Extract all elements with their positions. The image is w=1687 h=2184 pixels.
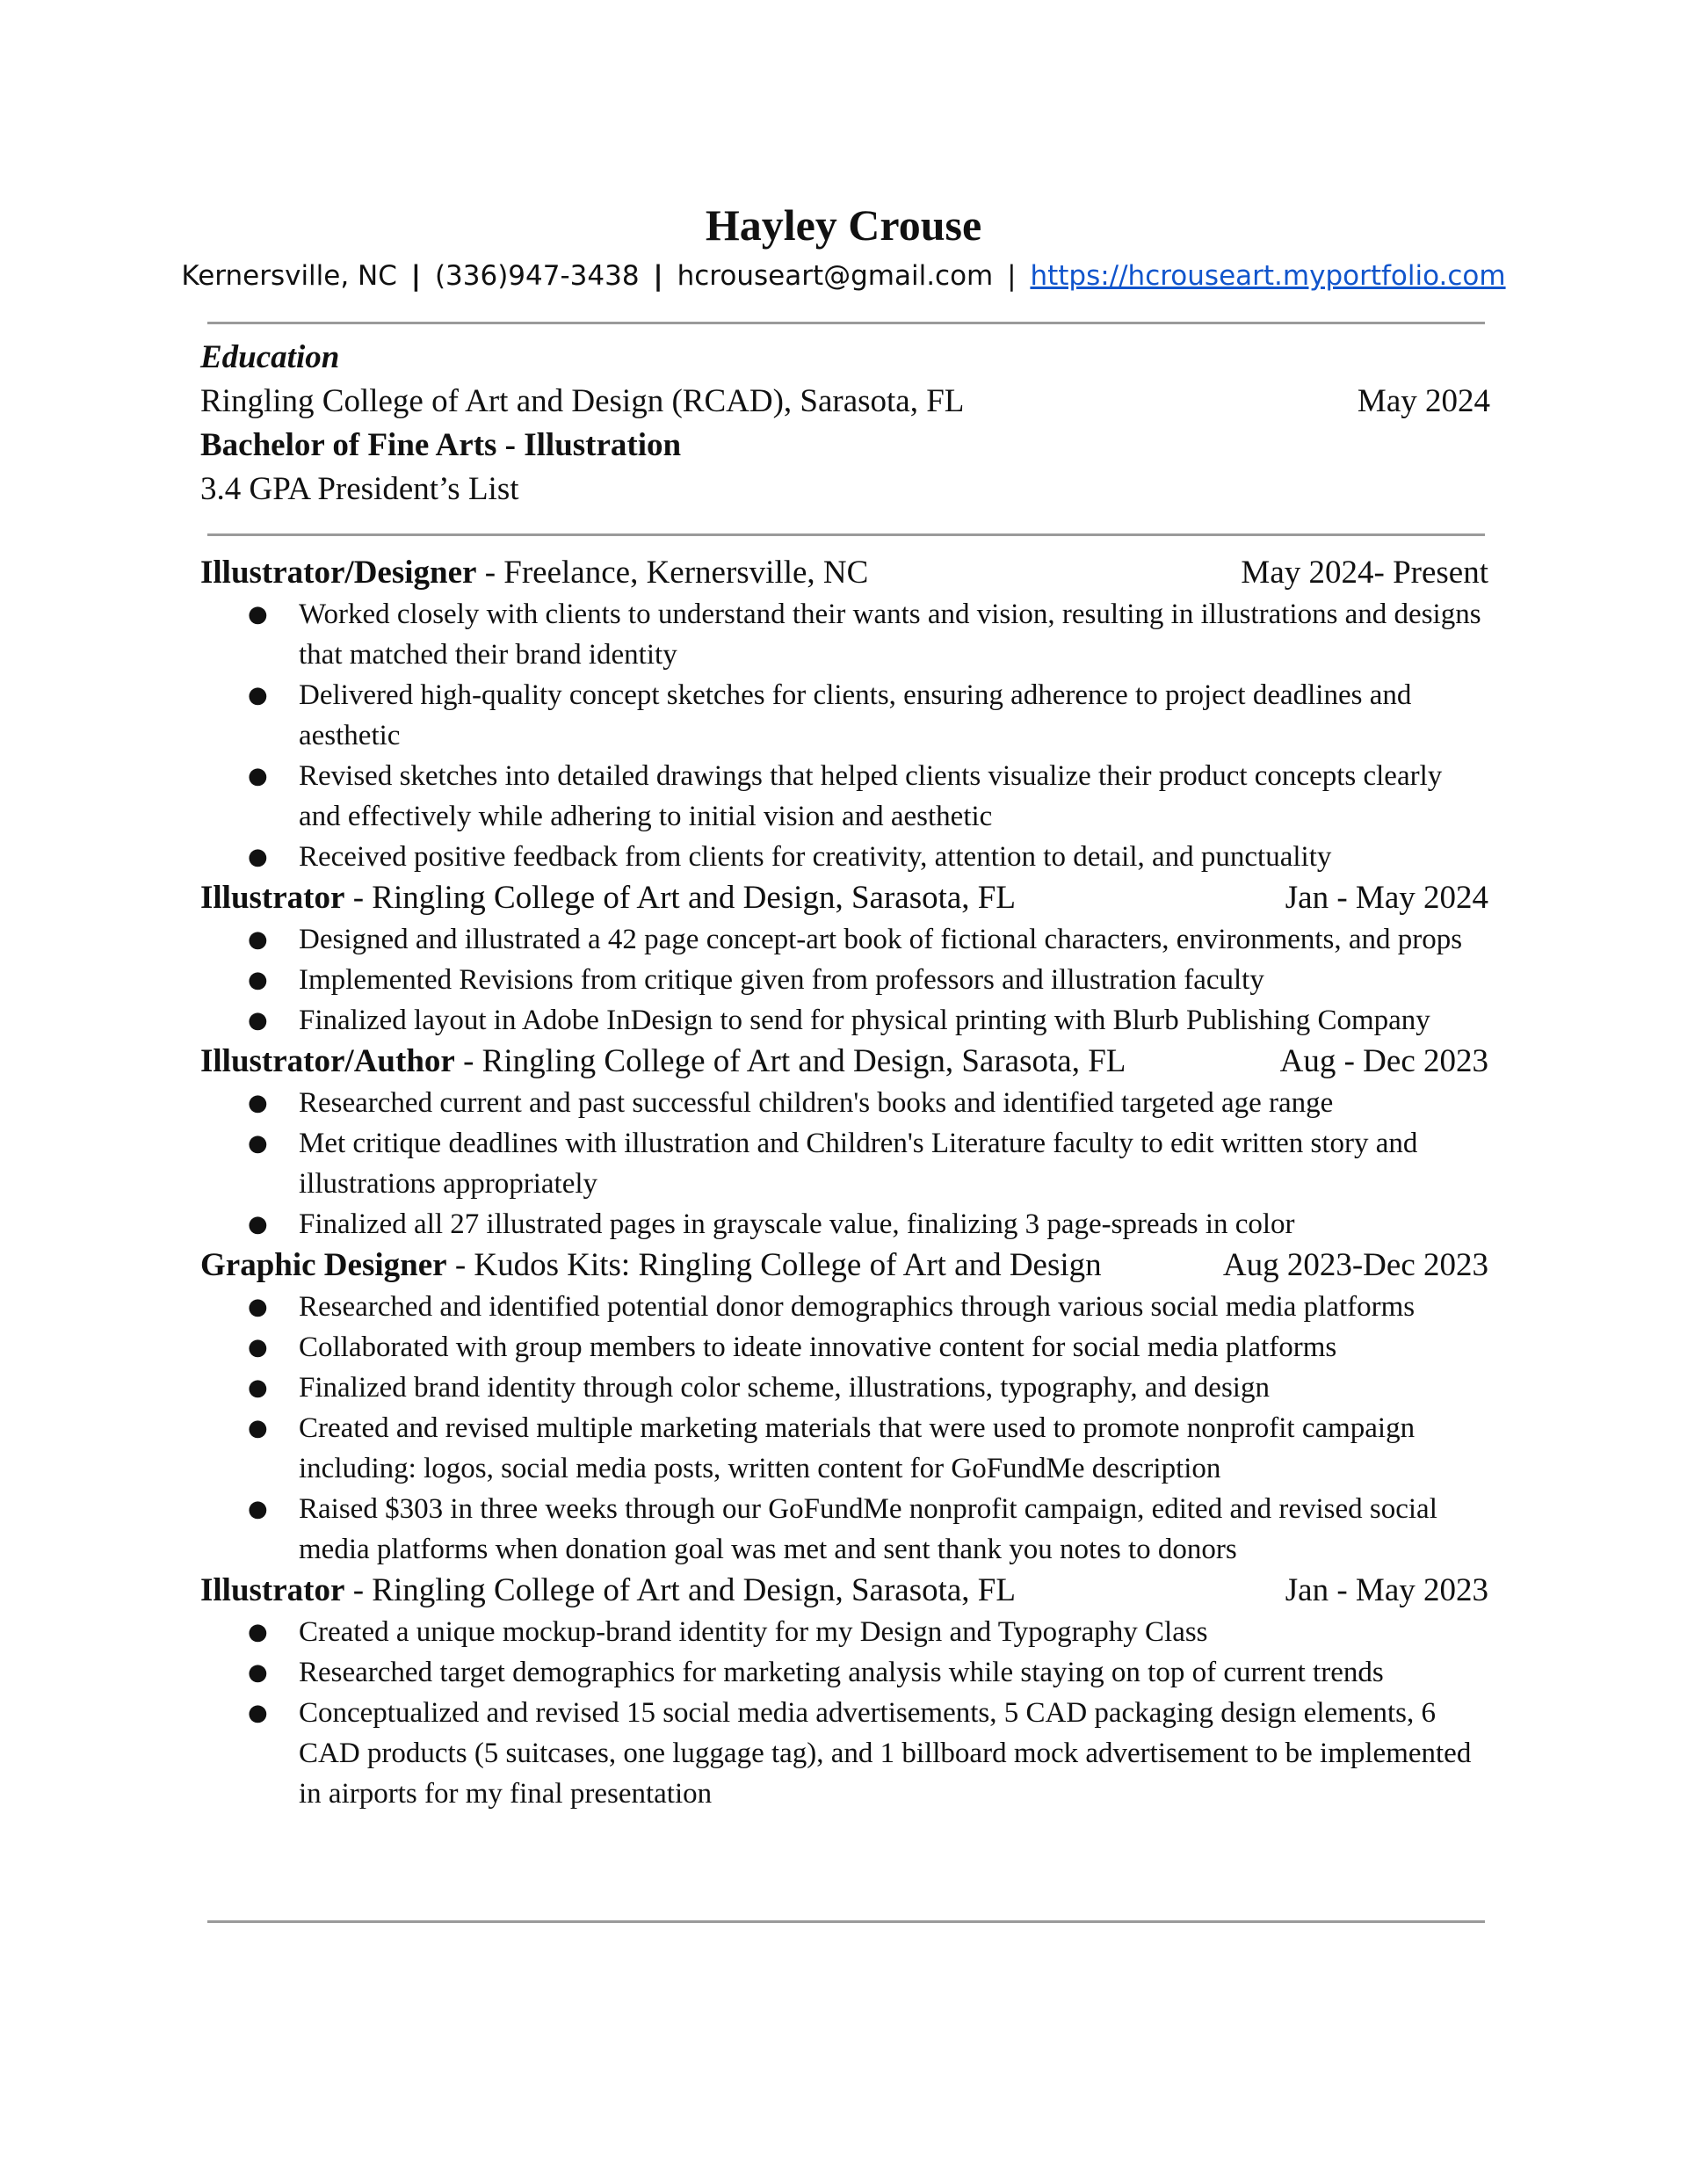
graduation-date: May 2024 <box>1357 383 1490 419</box>
school-row <box>200 380 1490 424</box>
bullet-text: Met critique deadlines with illustration and Children's Literature faculty to edit written story and illustrations appropriately <box>299 1128 1418 1200</box>
bullet-icon: ● <box>248 1211 268 1237</box>
list-item <box>200 1368 1490 1408</box>
list-item <box>200 960 1490 1000</box>
list-item <box>200 1083 1490 1123</box>
bullet-text: Finalized brand identity through color scheme, illustrations, typography, and design <box>299 1372 1270 1404</box>
list-item <box>200 1612 1490 1652</box>
job-header <box>200 1041 1490 1083</box>
job-bullets <box>200 1083 1490 1244</box>
bullet-icon: ● <box>248 1659 268 1686</box>
separator: | <box>1007 260 1017 292</box>
job-organization: - Ringling College of Art and Design, Sarasota, FL <box>454 1043 1126 1079</box>
bullet-text: Finalized all 27 illustrated pages in grayscale value, finalizing 3 page-spreads in color <box>299 1208 1295 1240</box>
list-item <box>200 1408 1490 1489</box>
list-item <box>200 1000 1490 1041</box>
job-title-line <box>200 1041 1126 1083</box>
bullet-icon: ● <box>248 601 268 628</box>
bullet-icon: ● <box>248 1294 268 1320</box>
job-date: May 2024- Present <box>1241 555 1488 591</box>
bullet-text: Finalized layout in Adobe InDesign to send for physical printing with Blurb Publishing Company <box>299 1005 1430 1036</box>
bullet-text: Revised sketches into detailed drawings that helped clients visualize their product concepts clearly and effectively while adhering to initial vision and aesthetic <box>299 760 1443 832</box>
bullet-text: Received positive feedback from clients for creativity, attention to detail, and punctuality <box>299 841 1332 873</box>
bullet-text: Researched and identified potential donor demographics through various social media platforms <box>299 1291 1415 1323</box>
bullet-text: Researched target demographics for marketing analysis while staying on top of current trends <box>299 1657 1384 1688</box>
job-entry <box>200 877 1490 1041</box>
list-item <box>200 1327 1490 1368</box>
bullet-text: Implemented Revisions from critique given from professors and illustration faculty <box>299 964 1264 996</box>
experience-section <box>200 552 1490 1814</box>
bullet-icon: ● <box>248 926 268 953</box>
bullet-icon: ● <box>248 1130 268 1157</box>
job-entry <box>200 552 1490 877</box>
job-title: Illustrator/Designer <box>200 555 477 591</box>
list-item <box>200 1287 1490 1327</box>
job-organization: - Kudos Kits: Ringling College of Art and Design <box>446 1247 1102 1283</box>
job-date: Jan - May 2024 <box>1285 880 1488 916</box>
list-item <box>200 594 1490 675</box>
job-title-line <box>200 1570 1016 1612</box>
portfolio-link[interactable]: https://hcrouseart.myportfolio.com <box>1030 260 1506 292</box>
job-title: Illustrator <box>200 1572 345 1608</box>
job-date: Aug - Dec 2023 <box>1279 1043 1488 1079</box>
job-date: Aug 2023-Dec 2023 <box>1222 1247 1488 1283</box>
job-title: Illustrator/Author <box>200 1043 455 1079</box>
list-item <box>200 756 1490 837</box>
bullet-text: Raised $303 in three weeks through our GoFundMe nonprofit campaign, edited and revised social media platforms when donation goal was met and sent thank you notes to donors <box>299 1493 1437 1565</box>
list-item <box>200 1204 1490 1244</box>
bullet-icon: ● <box>248 1334 268 1360</box>
job-title: Graphic Designer <box>200 1247 447 1283</box>
job-title-line <box>200 552 868 594</box>
school-name: Ringling College of Art and Design (RCAD), Sarasota, FL <box>200 383 965 419</box>
bullet-icon: ● <box>248 1619 268 1645</box>
job-title-line <box>200 1244 1102 1287</box>
bullet-icon: ● <box>248 1090 268 1116</box>
job-header <box>200 1570 1490 1612</box>
job-title-line <box>200 877 1016 919</box>
bullet-text: Conceptualized and revised 15 social media advertisements, 5 CAD packaging design elements, 6 CAD products (5 suitcases, one luggage tag), and 1 billboard mock advertisement to be implemented in airports for my final presentation <box>299 1697 1472 1810</box>
bullet-icon: ● <box>248 967 268 993</box>
job-header <box>200 552 1490 594</box>
candidate-name: Hayley Crouse <box>705 200 982 250</box>
divider <box>207 533 1485 536</box>
job-entry <box>200 1570 1490 1814</box>
list-item <box>200 1489 1490 1570</box>
divider <box>207 1920 1485 1923</box>
job-date: Jan - May 2023 <box>1285 1572 1488 1608</box>
bullet-icon: ● <box>248 1415 268 1441</box>
bullet-icon: ● <box>248 1496 268 1522</box>
job-organization: - Ringling College of Art and Design, Sarasota, FL <box>344 1572 1016 1608</box>
job-bullets <box>200 919 1490 1041</box>
location: Kernersville, NC <box>181 260 397 292</box>
list-item <box>200 1123 1490 1204</box>
job-header <box>200 1244 1490 1287</box>
bullet-text: Created a unique mockup-brand identity for my Design and Typography Class <box>299 1616 1208 1648</box>
list-item <box>200 675 1490 756</box>
bullet-text: Worked closely with clients to understand their wants and vision, resulting in illustrations and designs that matched their brand identity <box>299 599 1481 671</box>
job-organization: - Freelance, Kernersville, NC <box>476 555 869 591</box>
contact-line <box>0 257 1687 295</box>
phone: (336)947-3438 <box>434 260 640 292</box>
list-item <box>200 1652 1490 1693</box>
education-heading: Education <box>200 339 340 375</box>
job-bullets <box>200 594 1490 877</box>
bullet-text: Created and revised multiple marketing materials that were used to promote nonprofit campaign including: logos, social media posts, written content for GoFundMe description <box>299 1412 1415 1484</box>
list-item <box>200 919 1490 960</box>
email: hcrouseart@gmail.com <box>677 260 994 292</box>
bullet-text: Designed and illustrated a 42 page concept-art book of fictional characters, environments, and props <box>299 924 1463 955</box>
job-bullets <box>200 1287 1490 1570</box>
bullet-icon: ● <box>248 844 268 870</box>
separator: | <box>653 260 663 292</box>
bullet-icon: ● <box>248 1007 268 1034</box>
job-title: Illustrator <box>200 880 345 916</box>
bullet-text: Delivered high-quality concept sketches for clients, ensuring adherence to project deadlines and aesthetic <box>299 679 1412 751</box>
list-item <box>200 1693 1490 1814</box>
bullet-icon: ● <box>248 1375 268 1401</box>
degree: Bachelor of Fine Arts - Illustration <box>200 427 682 463</box>
education-section <box>200 336 1490 512</box>
bullet-text: Researched current and past successful children's books and identified targeted age range <box>299 1087 1334 1119</box>
job-entry <box>200 1041 1490 1244</box>
bullet-icon: ● <box>248 1700 268 1726</box>
bullet-icon: ● <box>248 763 268 789</box>
separator: | <box>410 260 422 292</box>
job-bullets <box>200 1612 1490 1814</box>
list-item <box>200 837 1490 877</box>
job-entry <box>200 1244 1490 1570</box>
bullet-text: Collaborated with group members to ideate innovative content for social media platforms <box>299 1331 1337 1363</box>
job-organization: - Ringling College of Art and Design, Sarasota, FL <box>344 880 1016 916</box>
job-header <box>200 877 1490 919</box>
gpa: 3.4 GPA President’s List <box>200 471 519 507</box>
bullet-icon: ● <box>248 682 268 708</box>
divider <box>207 322 1485 324</box>
